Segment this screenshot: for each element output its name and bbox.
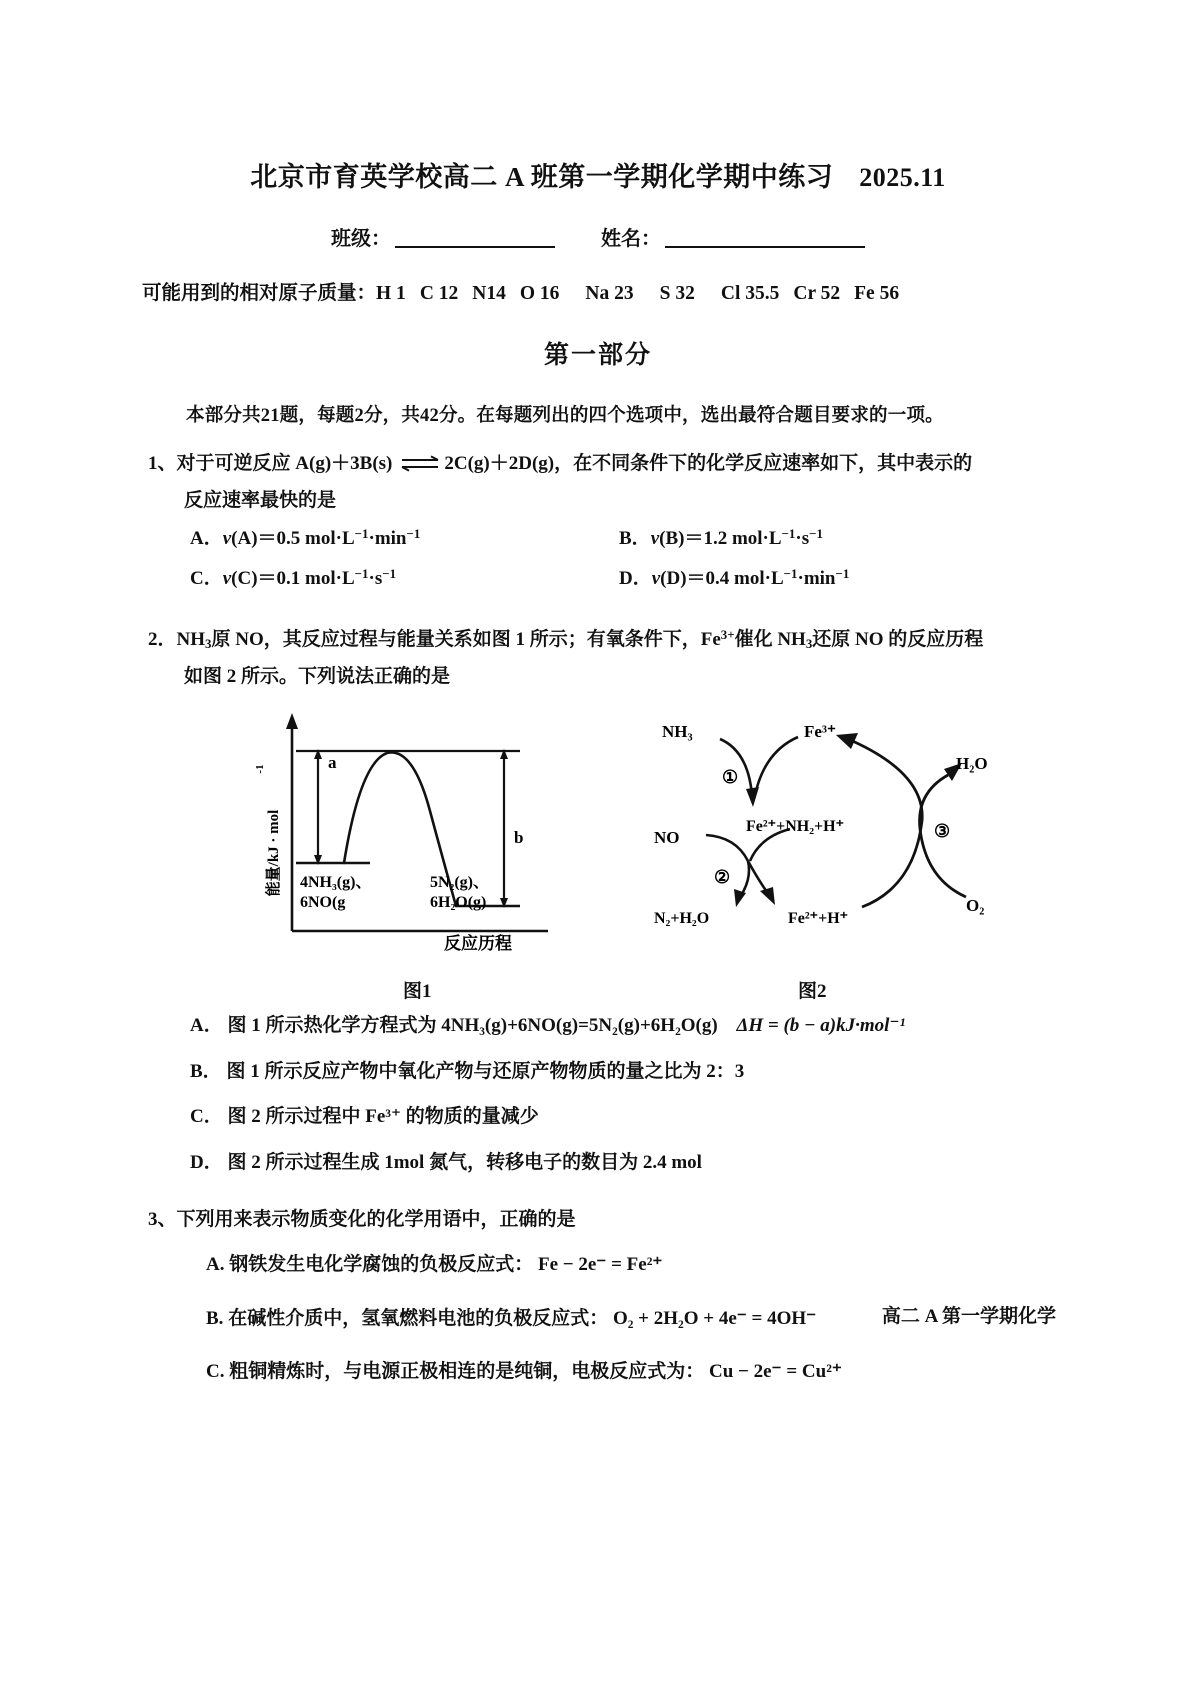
- question-2-option-d[interactable]: [190, 1140, 1048, 1186]
- figure-2-label-n2-h2o: N₂+H₂O: [654, 909, 710, 927]
- option-text: 钢铁发生电化学腐蚀的负极反应式：: [229, 1254, 534, 1276]
- mass-fe: Fe 56: [854, 283, 900, 304]
- figure-2-label-h2o: H₂O: [956, 753, 988, 773]
- option-equation: ΔH = (b − a)kJ·mol⁻¹: [736, 1014, 906, 1036]
- option-exp1: −1: [783, 566, 798, 582]
- question-3: [148, 1201, 1048, 1398]
- rate-symbol: v: [222, 528, 232, 550]
- figure-1-ylabel-text: 能量/kJ · mol: [266, 809, 282, 897]
- figure-1-reactants-2: 6NO(g: [300, 893, 346, 911]
- option-equation: Fe − 2e⁻ = Fe²⁺: [538, 1254, 663, 1276]
- option-letter: B．: [190, 1060, 222, 1082]
- option-text: 图 1 所示热化学方程式为 4NH₃(g)+6NO(g)=5N₂(g)+6H₂O(g): [227, 1014, 718, 1036]
- masses-label: 可能用到的相对原子质量：: [142, 283, 377, 304]
- svg-text:-1: -1: [254, 764, 266, 774]
- figure-2-step-2: ②: [714, 866, 731, 887]
- mass-o: O 16: [519, 283, 560, 304]
- title-text: 北京市育英学校高二 A 班第一学期化学期中练习: [250, 162, 834, 192]
- question-2-stem-line2: 如图 2 所示。下列说法正确的是: [184, 665, 451, 687]
- figure-1-products-2: 6H₂O(g): [430, 893, 487, 911]
- q2-stem-part3: 催化 NH: [734, 628, 806, 650]
- figure-2-label-intermediate: Fe²⁺+NH₂+H⁺: [746, 817, 845, 835]
- option-letter: D．: [190, 1151, 223, 1173]
- figure-1-xlabel-text: 反应历程: [444, 933, 512, 953]
- figure-2-step-1: ①: [722, 766, 739, 787]
- question-3-stem-text: 下列用来表示物质变化的化学用语中，正确的是: [176, 1209, 576, 1231]
- option-letter: B．: [619, 528, 651, 550]
- option-text: 图 2 所示过程中 Fe³⁺ 的物质的量减少: [227, 1106, 539, 1128]
- question-2-figures: [148, 703, 1048, 973]
- option-exp2: −1: [382, 566, 397, 582]
- figure-2-label-fe3: Fe³⁺: [804, 721, 836, 741]
- mass-c: C 12: [419, 283, 459, 304]
- mass-s: S 32: [659, 283, 695, 304]
- figure-2-caption: 图2: [798, 980, 827, 1002]
- option-letter: C.: [206, 1360, 225, 1382]
- q2-fe-charge: 3+: [720, 627, 735, 643]
- option-letter: A．: [190, 528, 223, 550]
- option-text: 图 1 所示反应产物中氧化产物与还原产物物质的量之比为 2：3: [226, 1060, 745, 1082]
- option-equation: O₂ + 2H₂O + 4e⁻ = 4OH⁻: [612, 1307, 817, 1329]
- option-exp1: −1: [354, 526, 369, 542]
- section-instructions: 本部分共21题，每题2分，共42分。在每题列出的四个选项中，选出最符合题目要求的一项。: [186, 406, 944, 426]
- option-exp1: −1: [354, 566, 369, 582]
- q2-stem-part2: 原 NO，其反应过程与能量关系如图 1 所示；有氧条件下，Fe: [211, 628, 721, 650]
- figure-2-step-3: ③: [934, 820, 951, 841]
- option-equation: Cu − 2e⁻ = Cu²⁺: [709, 1360, 842, 1382]
- equilibrium-arrow-icon: [398, 457, 438, 471]
- question-3-option-c[interactable]: [190, 1345, 1048, 1398]
- question-2-stem: [148, 621, 1048, 695]
- question-2-option-b[interactable]: [190, 1049, 1048, 1095]
- figure-2-catalytic-cycle: [648, 711, 1008, 954]
- question-1-option-b[interactable]: [619, 519, 1048, 559]
- figure-1-arrow-a-label: a: [328, 752, 337, 772]
- question-1-option-c[interactable]: [190, 559, 619, 599]
- question-2-options: [148, 1003, 1048, 1185]
- option-exp1: −1: [781, 526, 796, 542]
- option-mid: ·min: [797, 567, 836, 589]
- student-identity-line: [148, 222, 1048, 251]
- q2-stem-part4: 还原 NO 的反应历程: [812, 628, 984, 650]
- option-body: (C)＝0.1 mol·L: [231, 567, 355, 589]
- rate-symbol: v: [650, 528, 660, 550]
- option-exp2: −1: [809, 526, 823, 542]
- figure-1-reactants-1: 4NH₃(g)、: [300, 873, 372, 891]
- option-body: (A)＝0.5 mol·L: [231, 528, 355, 550]
- question-1-stem-c: 反应速率最快的是: [184, 490, 337, 512]
- question-2-option-a[interactable]: [190, 1003, 1048, 1049]
- figure-1-energy-diagram: [248, 703, 568, 966]
- option-letter: B.: [206, 1307, 224, 1329]
- question-3-option-a[interactable]: [190, 1238, 1048, 1291]
- title-date: 2025.11: [859, 163, 946, 192]
- rate-symbol: v: [222, 567, 232, 589]
- option-letter: C．: [190, 1106, 223, 1128]
- option-mid: ·s: [795, 528, 810, 550]
- question-1-stem-b: 2C(g)＋2D(g)，在不同条件下的化学反应速率如下，其中表示的: [444, 453, 973, 474]
- page-content: [142, 0, 1056, 1398]
- question-1-number: 1、: [148, 453, 177, 474]
- mass-cl: Cl 35.5: [720, 283, 780, 304]
- figure-2-label-fe2-h: Fe²⁺+H⁺: [788, 909, 849, 927]
- class-input-blank[interactable]: [395, 228, 555, 248]
- figure-1-caption: 图1: [403, 980, 432, 1002]
- figure-1-arrow-b-label: b: [514, 827, 524, 847]
- mass-na: Na 23: [585, 283, 634, 304]
- question-3-number: 3、: [148, 1209, 177, 1231]
- question-2-option-c[interactable]: [190, 1094, 1048, 1140]
- mass-h: H 1: [376, 283, 406, 304]
- page-footer: 高二 A 第一学期化学: [881, 1305, 1056, 1327]
- option-exp2: −1: [835, 566, 850, 582]
- option-body: (D)＝0.4 mol·L: [660, 567, 784, 589]
- option-mid: ·min: [368, 528, 407, 550]
- option-text: 图 2 所示过程生成 1mol 氮气，转移电子的数目为 2.4 mol: [227, 1151, 702, 1173]
- q2-nh3: NH: [176, 628, 206, 650]
- class-label: 班级：: [331, 228, 391, 250]
- figure-1-products-1: 5N₂(g)、: [430, 873, 490, 891]
- option-letter: C．: [190, 567, 223, 589]
- question-1-stem-a: 对于可逆反应 A(g)＋3B(s): [176, 453, 393, 474]
- option-body: (B)＝1.2 mol·L: [659, 528, 782, 550]
- question-2: [148, 621, 1048, 1185]
- name-label: 姓名：: [601, 228, 661, 250]
- question-2-number: 2．: [148, 628, 177, 650]
- name-input-blank[interactable]: [665, 228, 865, 248]
- mass-n: N14: [472, 283, 506, 304]
- relative-atomic-masses: [142, 277, 1048, 305]
- option-text: 在碱性介质中，氢氧燃料电池的负极反应式：: [228, 1307, 609, 1329]
- part-one-heading: 第一部分: [543, 342, 652, 369]
- figure-2-label-nh3: NH₃: [662, 721, 693, 741]
- mass-cr: Cr 52: [793, 283, 841, 304]
- option-exp2: −1: [406, 526, 421, 542]
- question-1-options: [148, 519, 1048, 599]
- rate-symbol: v: [651, 567, 661, 589]
- question-1-option-row-2: [190, 559, 1048, 599]
- question-1-stem: [148, 445, 1048, 519]
- option-letter: A.: [206, 1254, 225, 1276]
- question-1-option-d[interactable]: [619, 559, 1048, 599]
- figure-captions: [148, 973, 1048, 1003]
- question-1-option-row-1: [190, 519, 1048, 559]
- q2-nh3-sub2: 3: [805, 636, 813, 652]
- question-1-option-a[interactable]: [190, 519, 619, 559]
- question-1: [148, 445, 1048, 599]
- q2-nh3-sub: 3: [205, 636, 212, 652]
- figure-2-label-o2: O₂: [966, 895, 985, 915]
- figure-2-label-no: NO: [654, 827, 680, 847]
- option-text: 粗铜精炼时，与电源正极相连的是纯铜，电极反应式为：: [229, 1360, 705, 1382]
- question-3-stem: [148, 1201, 1048, 1238]
- option-letter: D．: [619, 567, 652, 589]
- option-mid: ·s: [368, 567, 383, 589]
- page-title: [148, 155, 1048, 194]
- option-letter: A．: [190, 1014, 223, 1036]
